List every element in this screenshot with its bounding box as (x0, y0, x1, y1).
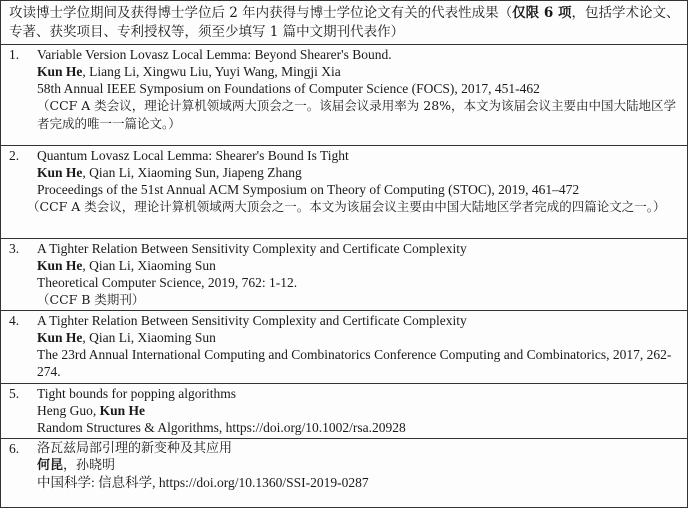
entry-number: 2. (9, 148, 20, 163)
authors-rest: ，孙晓明 (63, 458, 116, 473)
entry-number: 5. (9, 386, 20, 401)
entry-note: （CCF A 类会议，理论计算机领域两大顶会之一。本文为该届会议主要由中国大陆地区学者完成的四篇论文之一。） (27, 199, 666, 214)
author-highlight: Kun He (37, 258, 83, 273)
entry-authors (37, 257, 681, 274)
entry-title: Variable Version Lovasz Local Lemma: Beyond Shearer's Bound. (37, 47, 392, 62)
entry-number: 1. (9, 47, 20, 62)
entry-title: Tight bounds for popping algorithms (37, 386, 237, 401)
entry-number: 3. (9, 241, 20, 256)
entry-title: A Tighter Relation Between Sensitivity Complexity and Certificate Complexity (37, 241, 467, 256)
entry-venue: Random Structures & Algorithms, https://doi.org/10.1002/rsa.20928 (37, 420, 406, 435)
author-highlight: 何昆 (37, 458, 64, 473)
entry-title: Quantum Lovasz Local Lemma: Shearer's Bound Is Tight (37, 148, 349, 163)
entry-venue: Theoretical Computer Science, 2019, 762: 1-12. (37, 275, 298, 290)
entry-number: 4. (9, 313, 20, 328)
entry-authors (37, 63, 681, 80)
entry-6 (1, 439, 687, 499)
author-highlight: Kun He (37, 64, 83, 79)
entry-venue: The 23rd Annual International Computing and Combinatorics Conference Computing and Combinatorics, 2017, 262-274. (37, 347, 672, 379)
authors-rest: , Qian Li, Xiaoming Sun (82, 258, 216, 273)
authors-pre: Heng Guo, (37, 403, 100, 418)
header-text-part2: ，包括学术论文、专著、获奖项目、专利授权等，须至少填写 1 篇中文期刊代表作） (9, 5, 680, 40)
entry-2 (1, 146, 687, 239)
entry-note: （CCF B 类期刊） (37, 292, 145, 307)
entry-1 (1, 45, 687, 146)
table-header (1, 1, 687, 45)
entry-venue: Proceedings of the 51st Annual ACM Symposium on Theory of Computing (STOC), 2019, 461–472 (37, 182, 580, 197)
entry-venue: 58th Annual IEEE Symposium on Foundations of Computer Science (FOCS), 2017, 451-462 (37, 81, 540, 96)
header-limit-bold: 仅限 6 项 (512, 5, 572, 21)
entry-venue: 中国科学: 信息科学, https://doi.org/10.1360/SSI-2019-0287 (37, 475, 369, 490)
header-text-part1: 攻读博士学位期间及获得博士学位后 2 年内获得与博士学位论文有关的代表性成果（ (9, 5, 513, 21)
authors-rest: , Qian Li, Xiaoming Sun (82, 330, 216, 345)
authors-rest: , Qian Li, Xiaoming Sun, Jiapeng Zhang (82, 165, 302, 180)
entry-authors (37, 402, 681, 419)
entry-title: 洛瓦兹局部引理的新变种及其应用 (37, 441, 233, 456)
entry-authors (37, 457, 681, 474)
author-highlight: Kun He (37, 165, 83, 180)
entry-authors (37, 329, 681, 346)
entry-3 (1, 239, 687, 311)
entry-authors (37, 164, 681, 181)
authors-rest: , Liang Li, Xingwu Liu, Yuyi Wang, Mingji Xia (82, 64, 341, 79)
entry-5 (1, 384, 687, 439)
entry-title: A Tighter Relation Between Sensitivity Complexity and Certificate Complexity (37, 313, 467, 328)
entry-number: 6. (9, 441, 20, 456)
entry-4 (1, 311, 687, 384)
entry-note: （CCF A 类会议，理论计算机领域两大顶会之一。该届会议录用率为 28%，本文为该届会议主要由中国大陆地区学者完成的唯一一篇论文。） (37, 98, 677, 131)
author-highlight: Kun He (99, 403, 146, 418)
author-highlight: Kun He (37, 330, 83, 345)
